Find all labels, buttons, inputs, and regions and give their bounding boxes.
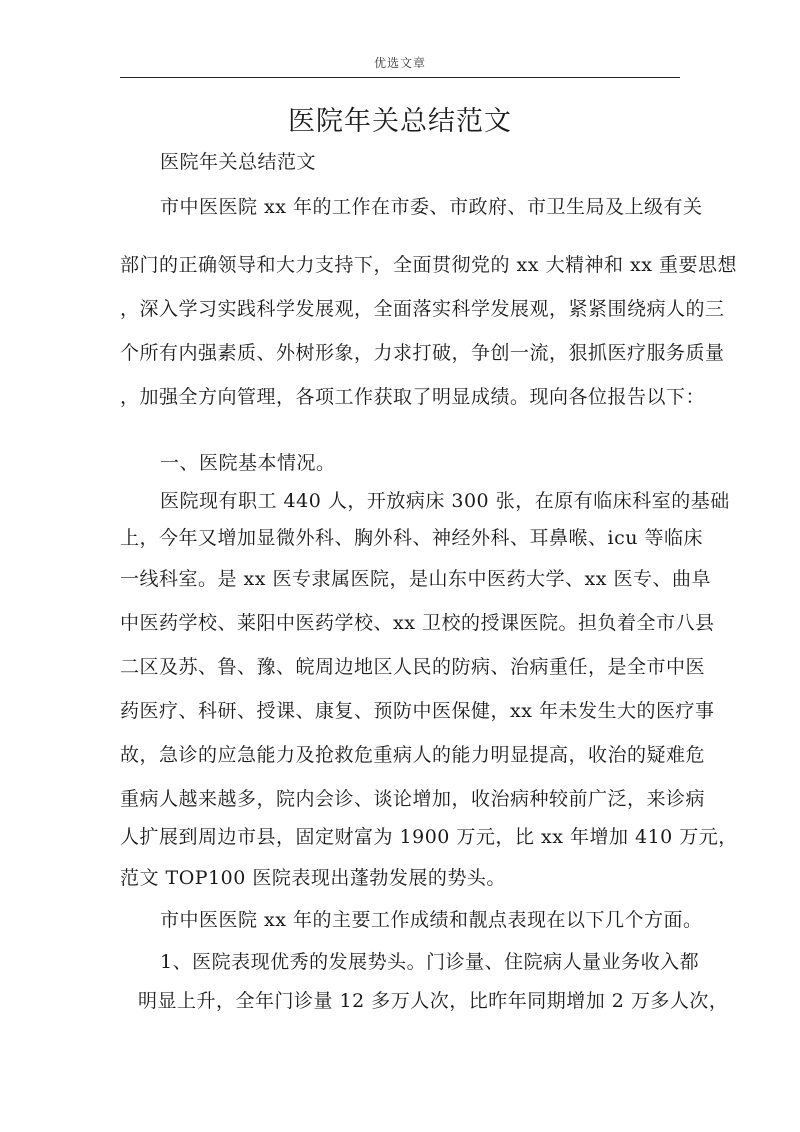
paragraph-line: 重病人越来越多，院内会诊、谈论增加，收治病种较前广泛，来诊病 xyxy=(120,788,706,810)
paragraph-line: 市中医医院 xx 年的工作在市委、市政府、市卫生局及上级有关 xyxy=(160,196,703,218)
paragraph-line: 医院现有职工 440 人，开放病床 300 张，在原有临床科室的基础 xyxy=(160,490,730,512)
paragraph-line: 二区及苏、鲁、豫、皖周边地区人民的防病、治病重任，是全市中医 xyxy=(120,656,706,678)
paragraph-line: 范文 TOP100 医院表现出蓬勃发展的势头。 xyxy=(120,867,506,889)
paragraph-line: 上，今年又增加显微外科、胸外科、神经外科、耳鼻喉、icu 等临床 xyxy=(120,527,703,549)
paragraph-line: 个所有内强素质、外树形象，力求打破，争创一流，狠抓医疗服务质量 xyxy=(120,342,725,364)
paragraph-line: 部门的正确领导和大力支持下，全面贯彻党的 xx 大精神和 xx 重要思想 xyxy=(120,254,738,276)
header-divider xyxy=(120,77,680,78)
paragraph-line: 人扩展到周边市县，固定财富为 1900 万元，比 xx 年增加 410 万元， xyxy=(120,826,738,848)
section-heading: 一、医院基本情况。 xyxy=(160,452,336,474)
paragraph-line: 药医疗、科研、授课、康复、预防中医保健，xx 年未发生大的医疗事 xyxy=(120,700,715,722)
paragraph-line: ，加强全方向管理，各项工作获取了明显成绩。现向各位报告以下： xyxy=(120,386,706,408)
page-header-label: 优选文章 xyxy=(373,56,426,70)
document-title: 医院年关总结范文 xyxy=(288,106,512,137)
paragraph-line: 1、医院表现优秀的发展势头。门诊量、住院病人量业务收入都 xyxy=(160,951,700,973)
paragraph-line: ，深入学习实践科学发展观，全面落实科学发展观，紧紧围绕病人的三 xyxy=(120,298,725,320)
paragraph-line: 中医药学校、莱阳中医药学校、xx 卫校的授课医院。担负着全市八县 xyxy=(120,612,715,634)
paragraph-line: 故，急诊的应急能力及抢救危重病人的能力明显提高，收治的疑难危 xyxy=(120,744,706,766)
paragraph-line: 市中医医院 xx 年的主要工作成绩和靓点表现在以下几个方面。 xyxy=(160,909,703,931)
paragraph-line: 明显上升，全年门诊量 12 多万人次，比昨年同期增加 2 万多人次， xyxy=(138,990,729,1012)
paragraph-line: 一线科室。是 xx 医专隶属医院，是山东中医药大学、xx 医专、曲阜 xyxy=(120,568,711,590)
document-subtitle: 医院年关总结范文 xyxy=(160,151,317,173)
